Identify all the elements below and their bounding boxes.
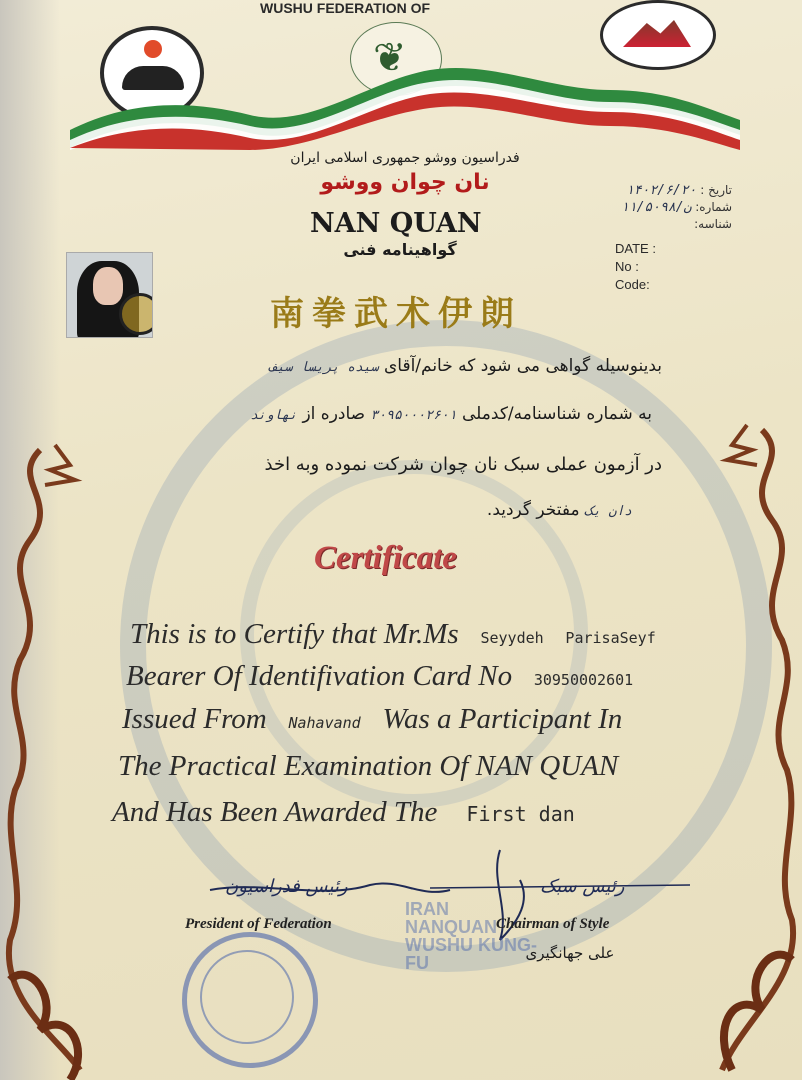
federation-stamp-inner: [200, 950, 294, 1044]
left-dragon-ornament: [0, 440, 90, 1080]
en-line-4-text: The Practical Examination Of NAN QUAN: [118, 750, 619, 782]
chairman-signature-fa: رئیس سبک: [540, 876, 625, 897]
number-label-fa: شماره:: [695, 200, 732, 214]
date-value-fa: ۱۴۰۲/۶/۲۰: [625, 183, 697, 198]
chairman-name: علی جهانگیری: [525, 944, 615, 962]
federation-title: WUSHU FEDERATION OF: [260, 0, 431, 16]
flag-ribbon: [70, 60, 740, 150]
en-line-4: [118, 750, 618, 783]
holder-photo: [66, 252, 153, 338]
fa-id-fill: ۳۰۹۵۰۰۰۲۶۰۱: [370, 408, 457, 423]
name-first: Seyydeh: [480, 629, 544, 647]
en-line-2: [126, 660, 633, 693]
fa-line-4-text: مفتخر گردید.: [486, 500, 580, 520]
president-signature-fa: رئیس فدراسیون: [225, 876, 348, 897]
card-number: 30950002601: [533, 671, 634, 689]
photo-face: [93, 267, 123, 305]
en-line-5: [112, 796, 575, 829]
meta-english: [615, 240, 656, 294]
style-name-en: NAN QUAN: [310, 208, 482, 239]
right-dragon-ornament: [712, 420, 802, 1080]
date-label-fa: تاریخ :: [700, 183, 732, 197]
meta-persian: [562, 182, 732, 232]
chinese-title: 南拳武术伊朗: [270, 294, 522, 334]
fa-line-1: [269, 356, 662, 376]
issued-from-value: Nahavand: [288, 714, 361, 732]
id-label-fa: شناسه:: [694, 217, 732, 231]
en-line-3-text-a: Issued From: [122, 703, 267, 735]
style-name-fa: نان چوان ووشو: [320, 170, 490, 195]
code-label: Code:: [615, 277, 650, 292]
number-value-fa: ن/۱۱/۵۰۹۸: [620, 200, 692, 215]
fa-rank-fill: دان یک: [585, 504, 632, 519]
photo-stamp: [119, 293, 153, 335]
certificate-title: Certificate: [314, 540, 457, 576]
fa-line-2-text-a: به شماره شناسنامه/کدملی: [462, 404, 652, 424]
en-line-5-text: And Has Been Awarded The: [112, 796, 438, 828]
en-line-1-text: This is to Certify that Mr.Ms: [130, 618, 459, 650]
fa-line-1-text: بدینوسیله گواهی می شود که خانم/آقای: [383, 356, 662, 376]
document-type-fa: گواهینامه فنی: [343, 240, 457, 259]
no-label: No :: [615, 259, 639, 274]
fa-line-2: [250, 404, 652, 424]
style-stamp-text: IRAN NANQUAN WUSHU KUNG-FU: [405, 899, 537, 973]
president-title: President of Federation: [185, 916, 332, 932]
fa-line-4: [487, 500, 632, 520]
federation-name-fa: فدراسیون ووشو جمهوری اسلامی ایران: [290, 150, 520, 166]
eagle-icon: ❦: [373, 35, 407, 81]
chairman-title: Chairman of Style: [496, 916, 610, 932]
logo-sun-icon: [144, 40, 162, 58]
fa-name-fill: سیده پریسا سیف: [268, 360, 379, 375]
en-line-3-text-b: Was a Participant In: [382, 703, 623, 735]
name-last: ParisaSeyf: [565, 629, 656, 647]
fa-line-3: [265, 454, 663, 475]
fa-line-3-text: در آزمون عملی سبک نان چوان شرکت نموده وبه اخذ: [264, 454, 662, 475]
en-line-2-text: Bearer Of Identifivation Card No: [126, 660, 513, 692]
seal-mountain-icon: [623, 17, 691, 47]
rank-value: First dan: [466, 802, 575, 826]
fa-city-fill: نهاوند: [250, 408, 298, 423]
en-line-1: [130, 618, 656, 651]
fa-line-2-text-b: صادره از: [302, 404, 366, 424]
date-label: DATE :: [615, 241, 656, 256]
en-line-3: [122, 703, 622, 736]
